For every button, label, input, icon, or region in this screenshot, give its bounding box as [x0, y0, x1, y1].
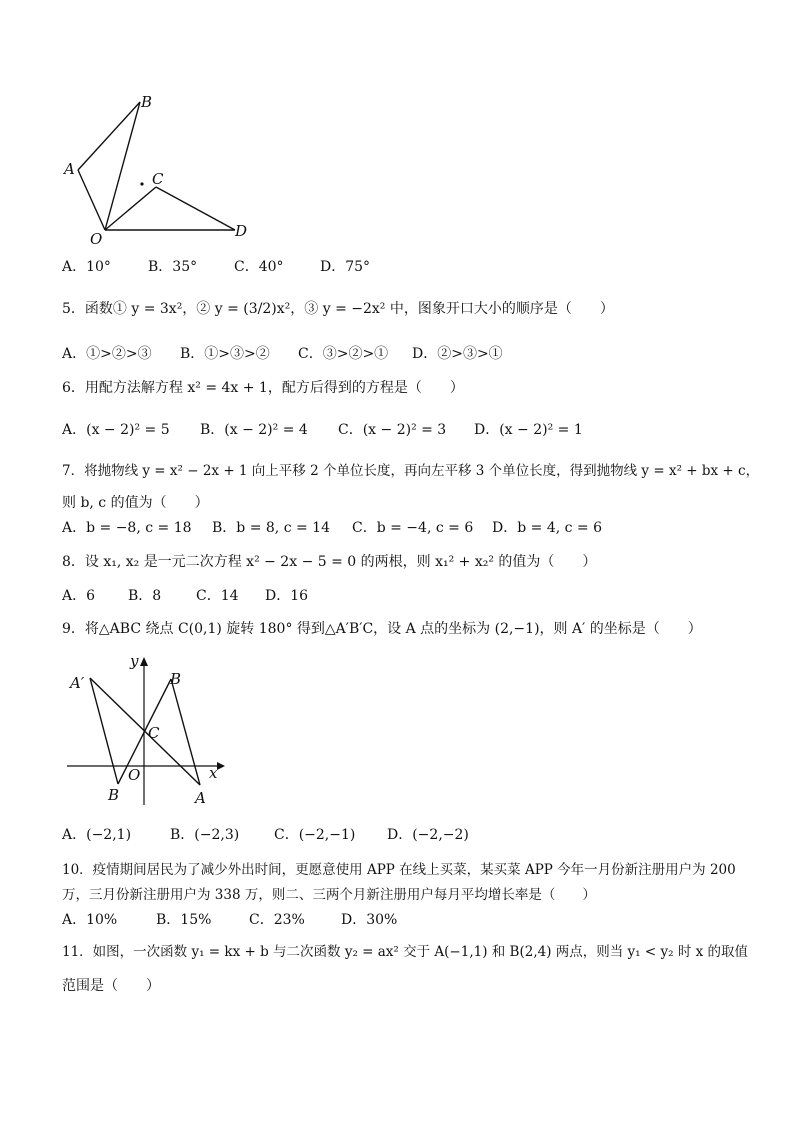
q6-option-a: A．(x − 2)² = 5: [62, 422, 170, 438]
q6-option-b: B．(x − 2)² = 4: [200, 422, 308, 438]
q9-option-c: C．(−2,−1): [274, 827, 356, 843]
q10-option-a: A．10%: [62, 912, 118, 928]
q7-stem-continued: 则 b, c 的值为（ ）: [62, 495, 209, 511]
figure-2-svg: [62, 652, 232, 810]
q10-stem: 10．疫情期间居民为了减少外出时间，更愿意使用 APP 在线上买菜，某买菜 APP 今年一月份新注册用户为 200: [62, 862, 736, 878]
q8-option-b: B．8: [128, 588, 162, 604]
point-label-b-lower: B: [108, 786, 120, 804]
q4-option-c: C．40°: [234, 259, 284, 275]
q5-option-b: B．①>③>②: [180, 346, 270, 362]
q10-option-c: C．23%: [249, 912, 305, 928]
point-label-c: C: [152, 170, 164, 188]
q9-option-a: A．(−2,1): [62, 827, 132, 843]
q7-option-d: D．b = 4, c = 6: [492, 520, 603, 536]
q4-option-b: B．35°: [148, 259, 198, 275]
figure-1-svg: [60, 92, 260, 252]
point-label-c: C: [148, 724, 160, 742]
q7-option-b: B．b = 8, c = 14: [212, 520, 330, 536]
q10-stem-continued: 万，三月份新注册用户为 338 万，则二、三两个月新注册用户每月平均增长率是（ ）: [62, 887, 596, 903]
q7-stem: 7．将抛物线 y = x² − 2x + 1 向上平移 2 个单位长度，再向左平移 3 个单位长度，得到抛物线 y = x² + bx + c，: [62, 463, 760, 479]
point-label-a-prime: A′: [70, 674, 85, 692]
q8-option-c: C．14: [196, 588, 239, 604]
q7-option-c: C．b = −4, c = 6: [352, 520, 474, 536]
q4-option-d: D．75°: [320, 259, 371, 275]
point-label-o: O: [90, 230, 103, 248]
q5-option-a: A．①>②>③: [62, 346, 152, 362]
q9-stem: 9．将△ABC 绕点 C(0,1) 旋转 180° 得到△A′B′C，设 A 点的坐标为 (2,−1)，则 A′ 的坐标是（ ）: [62, 621, 702, 637]
q11-stem: 11．如图，一次函数 y₁ = kx + b 与二次函数 y₂ = ax² 交于 A(−1,1) 和 B(2,4) 两点，则当 y₁ < y₂ 时 x 的取值: [62, 944, 749, 960]
q4-option-a: A．10°: [62, 259, 111, 275]
point-label-b-upper: B: [170, 670, 182, 688]
point-label-a: A: [195, 789, 206, 807]
q6-option-c: C．(x − 2)² = 3: [338, 422, 447, 438]
q10-option-d: D．30%: [341, 912, 398, 928]
q8-option-d: D．16: [265, 588, 309, 604]
q11-stem-continued: 范围是（ ）: [62, 978, 160, 994]
geometry-figure-aob-cod: [60, 92, 260, 252]
q8-stem: 8．设 x₁, x₂ 是一元二次方程 x² − 2x − 5 = 0 的两根，则 x₁² + x₂² 的值为（ ）: [62, 554, 597, 570]
q8-option-a: A．6: [62, 588, 96, 604]
q6-stem: 6．用配方法解方程 x² = 4x + 1，配方后得到的方程是（ ）: [62, 380, 464, 396]
axis-label-x: x: [209, 764, 218, 782]
point-label-b: B: [141, 93, 153, 111]
q5-option-c: C．③>②>①: [298, 346, 389, 362]
q9-option-d: D．(−2,−2): [387, 827, 469, 843]
point-label-a: A: [64, 160, 75, 178]
point-label-o: O: [128, 766, 141, 784]
point-label-d: D: [235, 222, 248, 240]
rotation-coordinate-figure: [62, 652, 232, 810]
q10-option-b: B．15%: [156, 912, 212, 928]
q6-option-d: D．(x − 2)² = 1: [474, 422, 583, 438]
q5-option-d: D．②>③>①: [412, 346, 503, 362]
q9-option-b: B．(−2,3): [170, 827, 240, 843]
axis-label-y: y: [130, 652, 139, 670]
q7-option-a: A．b = −8, c = 18: [62, 520, 192, 536]
q5-stem: 5．函数① y = 3x²，② y = (3/2)x²，③ y = −2x² 中，图象开口大小的顺序是（ ）: [62, 301, 614, 317]
